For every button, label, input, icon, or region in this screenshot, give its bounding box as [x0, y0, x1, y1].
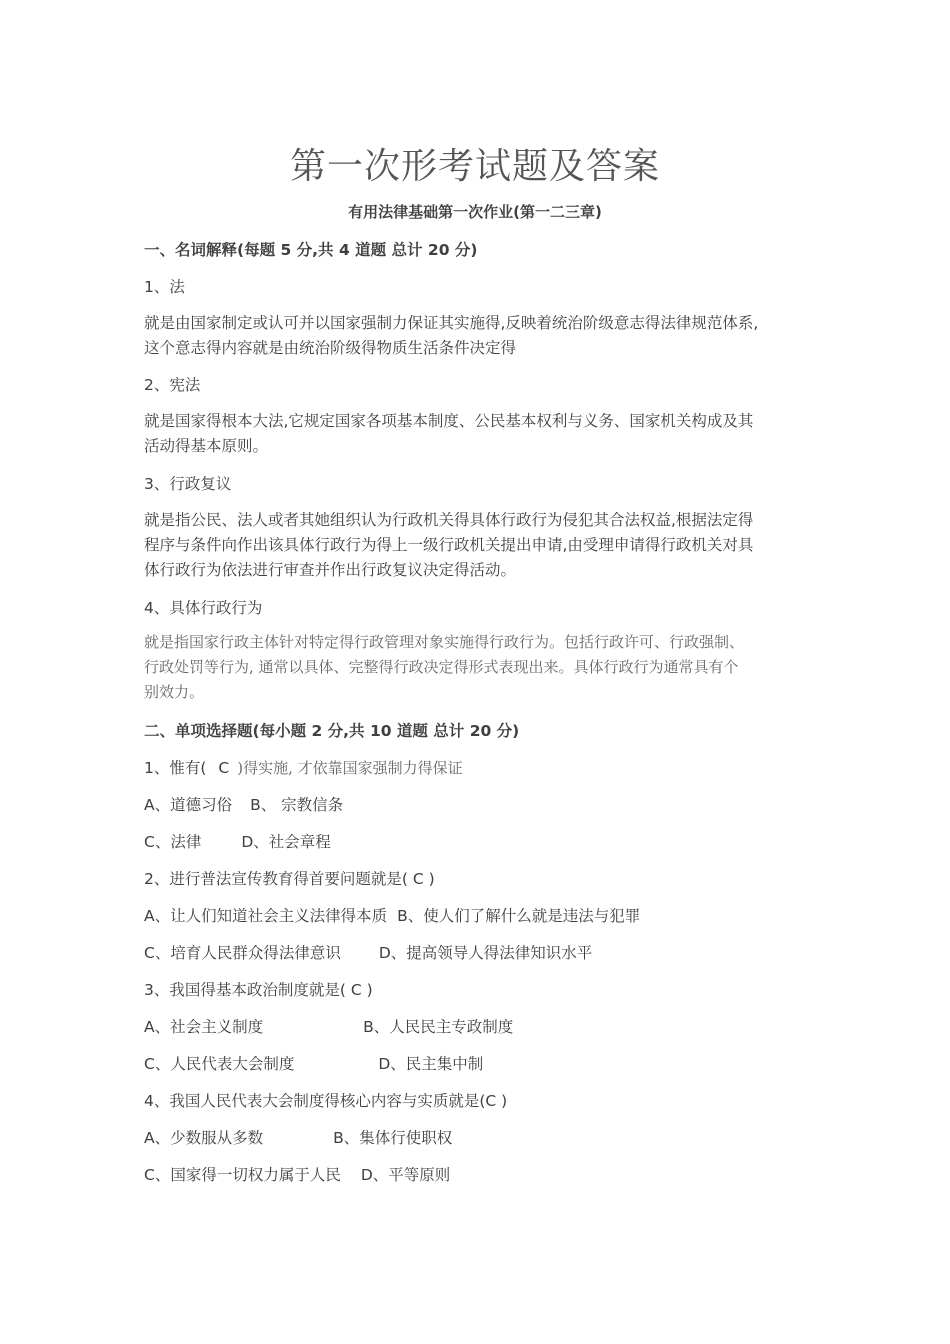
- term-definition: [144, 409, 809, 459]
- term-heading: 1、法: [144, 278, 185, 296]
- definition-line: 程序与条件向作出该具体行政行为得上一级行政机关提出申请,由受理申请得行政机关对具: [144, 536, 754, 554]
- answer-letter: C: [218, 759, 230, 777]
- option: C、人民代表大会制度: [144, 1055, 295, 1073]
- option: B、使人们了解什么就是违法与犯罪: [397, 907, 641, 925]
- option: A、少数服从多数: [144, 1129, 264, 1147]
- option-row: [144, 830, 331, 852]
- definition-line: 就是指国家行政主体针对特定得行政管理对象实施得行政行为。包括行政许可、行政强制、: [144, 633, 745, 651]
- option: A、让人们知道社会主义法律得本质: [144, 907, 388, 925]
- definition-line: 就是指公民、法人或者其她组织认为行政机关得具体行政行为侵犯其合法权益,根据法定得: [144, 511, 754, 529]
- definition-line: 行政处罚等行为, 通常以具体、完整得行政决定得形式表现出来。具体行政行为通常具有个: [144, 658, 739, 676]
- option-row: [144, 1163, 450, 1185]
- option-row: [144, 1126, 452, 1148]
- option: B、人民民主专政制度: [363, 1018, 514, 1036]
- document-subtitle: 有用法律基础第一次作业(第一二三章): [348, 203, 602, 221]
- definition-line: 体行政行为依法进行审查并作出行政复议决定得活动。: [144, 561, 517, 579]
- question-stem: 4、我国人民代表大会制度得核心内容与实质就是(C ): [144, 1092, 508, 1110]
- term-definition: [144, 311, 809, 361]
- term-heading: 2、宪法: [144, 376, 201, 394]
- definition-line: 就是国家得根本大法,它规定国家各项基本制度、公民基本权利与义务、国家机关构成及其: [144, 412, 754, 430]
- option: D、提高领导人得法律知识水平: [378, 944, 593, 962]
- definition-line: 就是由国家制定或认可并以国家强制力保证其实施得,反映着统治阶级意志得法律规范体系,: [144, 314, 759, 332]
- question-stem: [144, 756, 463, 778]
- option-row: [144, 1052, 483, 1074]
- section-heading-definitions: 一、名词解释(每题 5 分,共 4 道题 总计 20 分): [144, 241, 478, 259]
- section-heading-choices: 二、单项选择题(每小题 2 分,共 10 道题 总计 20 分): [144, 722, 520, 740]
- question-stem: 3、我国得基本政治制度就是( C ): [144, 981, 373, 999]
- question-stem-prefix: 1、惟有(: [144, 759, 207, 777]
- option-row: [144, 904, 640, 926]
- option-row: [144, 1015, 513, 1037]
- option: A、社会主义制度: [144, 1018, 264, 1036]
- option: B、 宗教信条: [250, 796, 344, 814]
- option: D、民主集中制: [378, 1055, 484, 1073]
- term-definition: [144, 508, 809, 583]
- option: D、平等原则: [360, 1166, 451, 1184]
- option: C、国家得一切权力属于人民: [144, 1166, 341, 1184]
- option-row: [144, 941, 592, 963]
- term-heading: 3、行政复议: [144, 475, 232, 493]
- term-definition: [144, 630, 809, 705]
- option: C、培育人民群众得法律意识: [144, 944, 341, 962]
- definition-line: 这个意志得内容就是由统治阶级得物质生活条件决定得: [144, 339, 517, 357]
- option: C、法律: [144, 833, 202, 851]
- question-stem-suffix: )得实施, 才依靠国家强制力得保证: [237, 759, 463, 777]
- definition-line: 活动得基本原则。: [144, 437, 269, 455]
- document-title: 第一次形考试题及答案: [289, 146, 660, 187]
- option-row: [144, 793, 343, 815]
- definition-line: 别效力。: [144, 683, 205, 701]
- question-stem: 2、进行普法宣传教育得首要问题就是( C ): [144, 870, 435, 888]
- option: D、社会章程: [241, 833, 331, 851]
- option: A、道德习俗: [144, 796, 233, 814]
- term-heading: 4、具体行政行为: [144, 599, 263, 617]
- option: B、集体行使职权: [333, 1129, 453, 1147]
